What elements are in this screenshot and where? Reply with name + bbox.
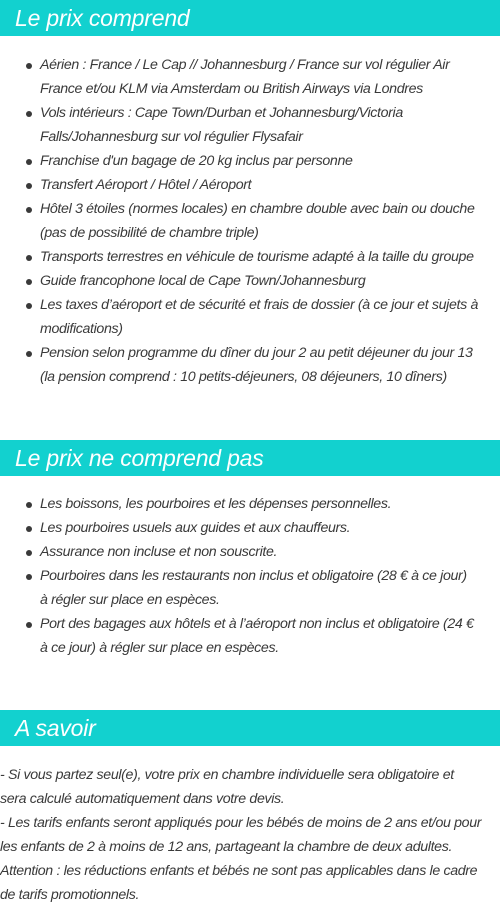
bullet-icon	[26, 159, 32, 165]
info-line: - Si vous partez seul(e), votre prix en chambre individuelle sera obligatoire et	[0, 767, 454, 783]
bullet-icon	[26, 207, 32, 213]
bullet-icon	[26, 183, 32, 189]
bullet-icon	[26, 622, 32, 628]
bullet-icon	[26, 111, 32, 117]
bullet-icon	[26, 526, 32, 532]
info-line: de tarifs promotionnels.	[0, 887, 140, 903]
info-line: Attention : les réductions enfants et bébés ne sont pas applicables dans le cadre	[0, 863, 478, 879]
section-good-to-know	[0, 710, 500, 903]
info-line: - Les tarifs enfants seront appliqués pour les bébés de moins de 2 ans et/ou pour	[0, 815, 482, 831]
list-item: Transports terrestres en véhicule de tourisme adapté à la taille du groupe	[0, 245, 500, 269]
bullet-icon	[26, 550, 32, 556]
bullet-icon	[26, 255, 32, 261]
section-price-includes	[0, 0, 500, 385]
list-item: Pourboires dans les restaurants non inclus et obligatoire (28 € à ce jour) à régler sur place en espèces.	[0, 564, 500, 612]
bullet-icon	[26, 351, 32, 357]
info-line: les enfants de 2 à moins de 12 ans, partageant la chambre de deux adultes.	[0, 839, 453, 855]
info-line: sera calculé automatiquement dans votre devis.	[0, 791, 285, 807]
list-item: Port des bagages aux hôtels et à l’aéroport non inclus et obligatoire (24 € à ce jour) à régler sur place en espèces.	[0, 612, 500, 660]
list-item: Transfert Aéroport / Hôtel / Aéroport	[0, 173, 500, 197]
bullet-icon	[26, 574, 32, 580]
section-heading-price-includes: Le prix comprend	[0, 0, 500, 36]
list-item: Les pourboires usuels aux guides et aux chauffeurs.	[0, 516, 500, 540]
excluded-list	[0, 492, 500, 660]
info-paragraph	[0, 763, 500, 907]
section-heading-good-to-know: A savoir	[0, 710, 500, 746]
bullet-icon	[26, 279, 32, 285]
list-item: Aérien : France / Le Cap // Johannesburg / France sur vol régulier Air France et/ou KLM via Amsterdam ou British Airways via Londres	[0, 53, 500, 101]
list-item: Vols intérieurs : Cape Town/Durban et Johannesburg/Victoria Falls/Johannesburg sur vol régulier Flysafair	[0, 101, 500, 149]
list-item: Hôtel 3 étoiles (normes locales) en chambre double avec bain ou douche (pas de possibilité de chambre triple)	[0, 197, 500, 245]
bullet-icon	[26, 502, 32, 508]
list-item: Pension selon programme du dîner du jour 2 au petit déjeuner du jour 13 (la pension comprend : 10 petits-déjeuners, 08 déjeuners, 10 dîners)	[0, 341, 500, 389]
included-list	[0, 53, 500, 389]
bullet-icon	[26, 303, 32, 309]
list-item: Les boissons, les pourboires et les dépenses personnelles.	[0, 492, 500, 516]
bullet-icon	[26, 63, 32, 69]
list-item: Les taxes d’aéroport et de sécurité et frais de dossier (à ce jour et sujets à modifications)	[0, 293, 500, 341]
section-price-excludes	[0, 440, 500, 656]
section-heading-price-excludes: Le prix ne comprend pas	[0, 440, 500, 476]
list-item: Assurance non incluse et non souscrite.	[0, 540, 500, 564]
list-item: Guide francophone local de Cape Town/Johannesburg	[0, 269, 500, 293]
list-item: Franchise d'un bagage de 20 kg inclus par personne	[0, 149, 500, 173]
